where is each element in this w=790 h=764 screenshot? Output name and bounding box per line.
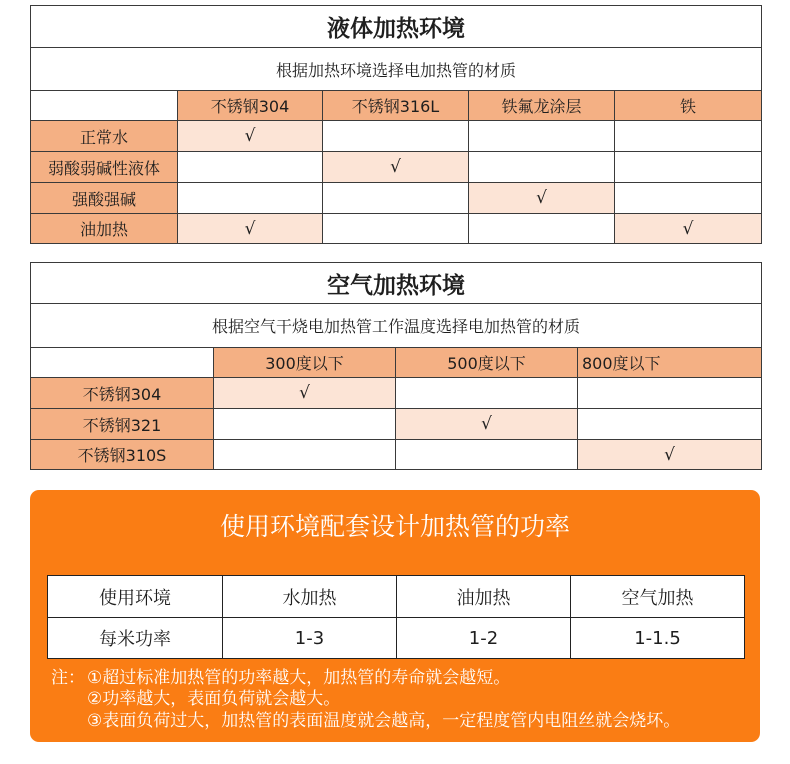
air-row <box>31 409 762 440</box>
liquid-header-row <box>31 91 762 121</box>
liquid-row <box>31 214 762 244</box>
liquid-row <box>31 183 762 214</box>
check-cell: √ <box>178 121 323 152</box>
air-row <box>31 440 762 470</box>
column-header: 铁 <box>615 91 762 121</box>
notes-label: 注： <box>51 668 85 688</box>
check-cell <box>469 121 615 152</box>
power-header-row <box>48 576 745 618</box>
check-cell <box>214 440 396 470</box>
check-cell <box>578 378 762 409</box>
row-label: 强酸强碱 <box>31 183 178 214</box>
check-cell <box>578 409 762 440</box>
column-header: 油加热 <box>397 576 571 618</box>
air-heating-table <box>30 262 762 470</box>
liquid-heating-table <box>30 5 762 244</box>
corner-cell <box>31 91 178 121</box>
row-label: 正常水 <box>31 121 178 152</box>
liquid-row <box>31 152 762 183</box>
column-header: 铁氟龙涂层 <box>469 91 615 121</box>
check-cell: √ <box>578 440 762 470</box>
check-cell: √ <box>323 152 469 183</box>
air-table-subtitle: 根据空气干烧电加热管工作温度选择电加热管的材质 <box>31 304 762 348</box>
row-label: 不锈钢304 <box>31 378 214 409</box>
column-header: 不锈钢304 <box>178 91 323 121</box>
row-label: 弱酸弱碱性液体 <box>31 152 178 183</box>
check-cell <box>615 152 762 183</box>
column-header: 空气加热 <box>571 576 745 618</box>
check-cell: √ <box>469 183 615 214</box>
column-header: 不锈钢316L <box>323 91 469 121</box>
air-subtitle-row <box>31 304 762 348</box>
check-cell: √ <box>214 378 396 409</box>
power-panel-title: 使用环境配套设计加热管的功率 <box>219 512 570 541</box>
check-cell <box>323 214 469 244</box>
liquid-title-row <box>31 6 762 48</box>
power-panel <box>30 490 760 742</box>
row-label: 每米功率 <box>48 618 223 659</box>
check-cell <box>469 214 615 244</box>
check-cell <box>396 440 578 470</box>
check-cell <box>178 152 323 183</box>
check-cell <box>323 183 469 214</box>
corner-cell <box>31 348 214 378</box>
check-cell: √ <box>178 214 323 244</box>
check-cell <box>615 183 762 214</box>
air-title-row <box>31 263 762 304</box>
column-header: 300度以下 <box>214 348 396 378</box>
power-value-cell: 1-1.5 <box>571 618 745 659</box>
air-row <box>31 378 762 409</box>
column-header: 使用环境 <box>48 576 223 618</box>
air-table-title: 空气加热环境 <box>31 263 762 304</box>
power-table <box>47 575 745 659</box>
liquid-table-subtitle: 根据加热环境选择电加热管的材质 <box>31 48 762 91</box>
power-value-cell: 1-2 <box>397 618 571 659</box>
check-cell <box>396 378 578 409</box>
liquid-subtitle-row <box>31 48 762 91</box>
column-header: 500度以下 <box>396 348 578 378</box>
check-cell <box>469 152 615 183</box>
check-cell <box>323 121 469 152</box>
check-cell <box>615 121 762 152</box>
power-value-row <box>48 618 745 659</box>
column-header: 水加热 <box>223 576 397 618</box>
row-label: 不锈钢321 <box>31 409 214 440</box>
note-item: ①超过标准加热管的功率越大，加热管的寿命就会越短。 <box>87 668 511 688</box>
check-cell: √ <box>396 409 578 440</box>
check-cell: √ <box>615 214 762 244</box>
row-label: 不锈钢310S <box>31 440 214 470</box>
column-header: 800度以下 <box>578 348 762 378</box>
note-item: ③表面负荷过大，加热管的表面温度就会越高，一定程度管内电阻丝就会烧坏。 <box>87 711 681 731</box>
row-label: 油加热 <box>31 214 178 244</box>
air-header-row <box>31 348 762 378</box>
liquid-row <box>31 121 762 152</box>
power-value-cell: 1-3 <box>223 618 397 659</box>
note-item: ②功率越大，表面负荷就会越大。 <box>87 689 341 709</box>
check-cell <box>178 183 323 214</box>
liquid-table-title: 液体加热环境 <box>31 6 762 48</box>
check-cell <box>214 409 396 440</box>
